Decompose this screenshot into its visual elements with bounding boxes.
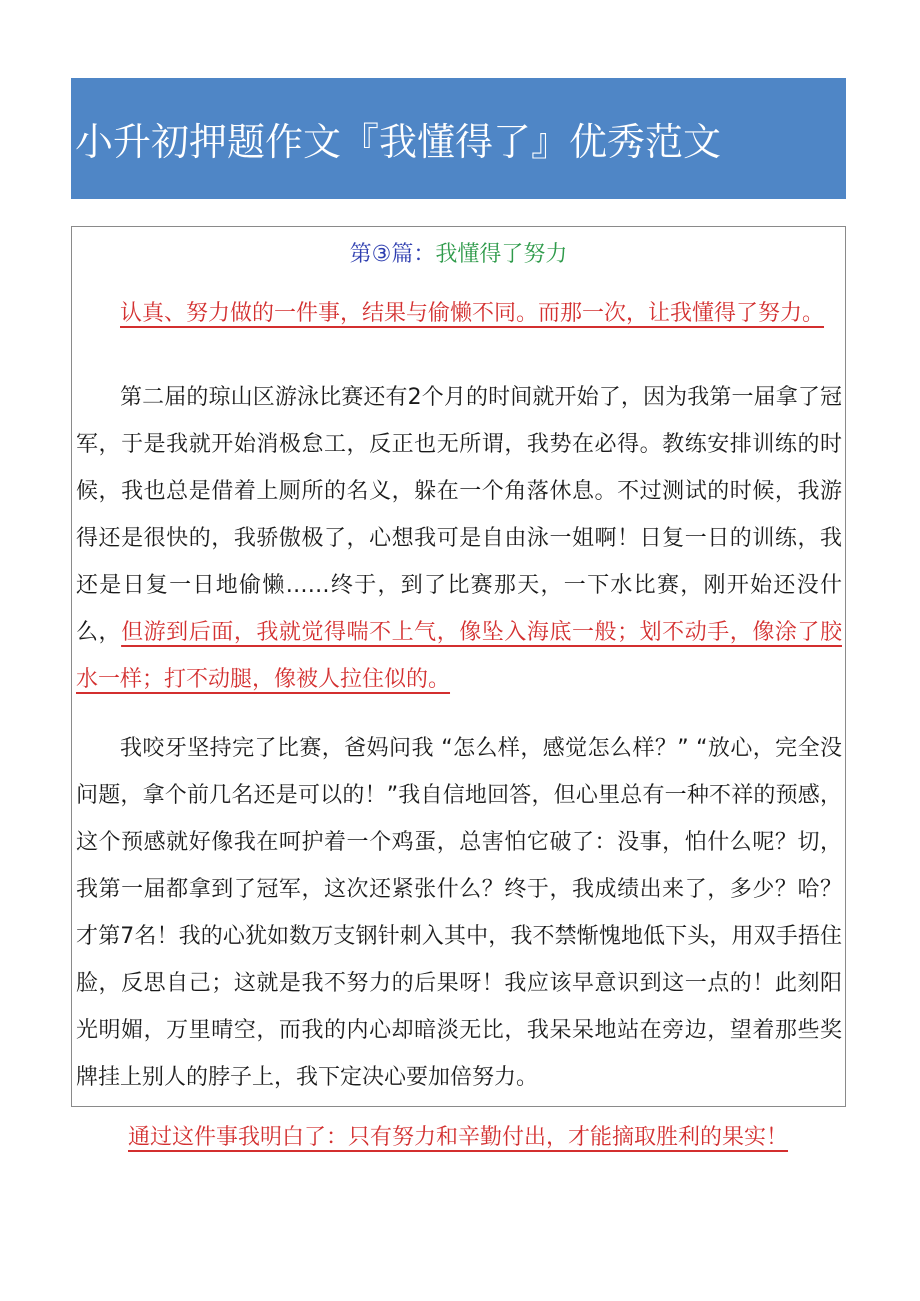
title-banner [71,78,846,199]
intro-text: 认真、努力做的一件事，结果与偷懒不同。而那一次，让我懂得了努力。 [120,301,825,326]
essay-heading [72,237,845,273]
document-title: 小升初押题作文『我懂得了』优秀范文 [75,120,722,164]
intro-paragraph [76,290,842,337]
conclusion-text: 通过这件事我明白了：只有努力和辛勤付出，才能摘取胜利的果实！ [128,1125,789,1150]
body-paragraph-1 [76,374,842,703]
body-paragraph-2 [76,725,842,1101]
essay-title: 我懂得了努力 [435,242,568,267]
body-paragraph-1-highlight: 但游到后面，我就觉得喘不上气，像坠入海底一般；划不动手，像涂了胶水一样；打不动腿，像被人拉住似的。 [76,620,842,692]
essay-box [71,226,846,1107]
conclusion-line [128,1118,788,1158]
body-paragraph-2-text: 我咬牙坚持完了比赛，爸妈问我 “怎么样，感觉怎么样？” “放心，完全没问题，拿个前几名还是可以的！”我自信地回答，但心里总有一种不祥的预感，这个预感就好像我在呵护着一个鸡蛋，总害怕它破了：没事，怕什么呢？切，我第一届都拿到了冠军，这次还紧张什么？终于，我成绩出来了，多少？哈？才第7名！我的心犹如数万支钢针刺入其中，我不禁惭愧地低下头，用双手捂住脸，反思自己；这就是我不努力的后果呀！我应该早意识到这一点的！此刻阳光明媚，万里晴空，而我的内心却暗淡无比，我呆呆地站在旁边，望着那些奖牌挂上别人的脖子上，我下定决心要加倍努力。 [76,736,842,1090]
body-paragraph-1-text: 第二届的琼山区游泳比赛还有2个月的时间就开始了，因为我第一届拿了冠军，于是我就开始消极怠工，反正也无所谓，我势在必得。教练安排训练的时候，我也总是借着上厕所的名义，躲在一个角落休息。不过测试的时候，我游得还是很快的，我骄傲极了，心想我可是自由泳一姐啊！日复一日的训练，我还是日复一日地偷懒……终于，到了比赛那天，一下水比赛，刚开始还没什么， [76,385,842,645]
essay-number: 第③篇： [349,242,436,267]
